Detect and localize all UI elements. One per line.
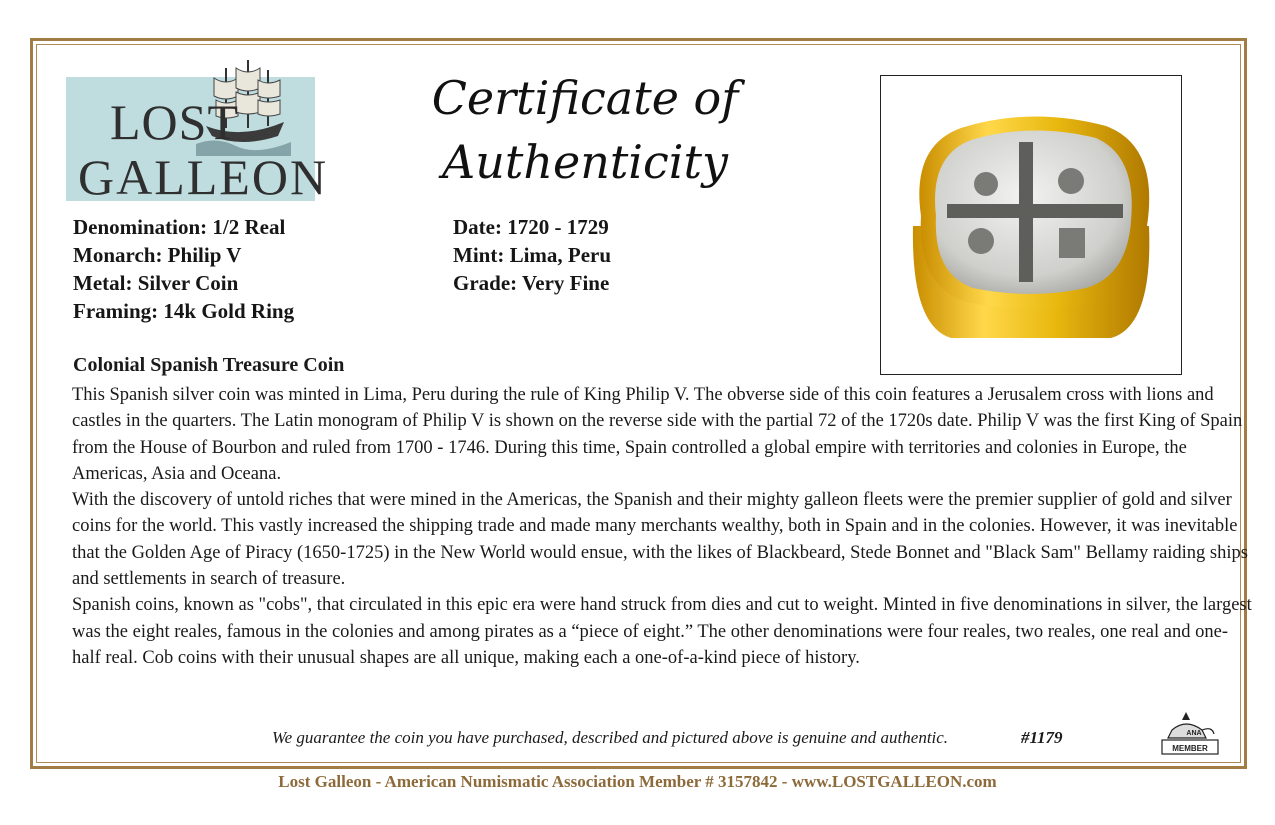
monarch-field: Monarch: Philip V (73, 243, 242, 267)
description-body (72, 382, 1252, 671)
metal-field: Metal: Silver Coin (73, 271, 239, 295)
denomination-field: Denomination: 1/2 Real (73, 215, 286, 239)
mint-field: Mint: Lima, Peru (453, 243, 612, 267)
coin-details-right (453, 213, 611, 297)
description-paragraph: With the discovery of untold riches that were mined in the Americas, the Spanish and their mighty galleon fleets were the premier supplier of gold and silver coins for the world. This vastly increased the shipping trade and made many merchants wealthy, both in Spain and in the colonies. However, it was inevitable that the Golden Age of Piracy (1650-1725) in the New World would ensue, with the likes of Blackbeard, Stede Bonnet and "Black Sam" Bellamy raiding ships and settlements in search of treasure. (72, 490, 1248, 590)
ana-member-badge-icon (1152, 708, 1220, 756)
description-heading: Colonial Spanish Treasure Coin (73, 354, 345, 376)
logo-text-lost: LOST (110, 94, 239, 150)
coin-details-left (73, 213, 294, 325)
description-paragraph: Spanish coins, known as "cobs", that circulated in this epic era were hand struck from dies and cut to weight. Minted in five denominations in silver, the largest was the eight reales, famous in the colonies and among pirates as a “piece of eight.” The other denominations were four reales, two reales, one real and one-half real. Cob coins with their unusual shapes are all unique, making each a one-of-a-kind piece of history. (72, 595, 1252, 668)
logo-text-galleon: GALLEON (78, 149, 329, 205)
guarantee-statement: We guarantee the coin you have purchased, described and pictured above is genuine and authentic. (272, 728, 949, 747)
grade-field: Grade: Very Fine (453, 271, 610, 295)
ana-badge-bottom: MEMBER (1172, 744, 1208, 753)
gold-ring-coin-image (881, 76, 1181, 374)
footer-membership: Lost Galleon - American Numismatic Association Member # 3157842 - www.LOSTGALLEON.com (278, 772, 997, 791)
coin-ring-photo (880, 75, 1182, 375)
certificate-number: #1179 (1021, 728, 1063, 747)
description-paragraph: This Spanish silver coin was minted in Lima, Peru during the rule of King Philip V. The obverse side of this coin features a Jerusalem cross with lions and castles in the quarters. The Latin monogram of Philip V is shown on the reverse side with the partial 72 of the 1720s date. Philip V was the first King of Spain from the House of Bourbon and ruled from 1700 - 1746. During this time, Spain controlled a global empire with territories and colonies in Europe, the Americas, Asia and Oceana. (72, 385, 1243, 484)
framing-field: Framing: 14k Gold Ring (73, 299, 295, 323)
certificate-title (420, 66, 750, 194)
title-line-2: Authenticity (442, 135, 728, 189)
title-line-1: Certificate of (431, 71, 739, 125)
ana-badge-top: ANA (1186, 730, 1202, 737)
lost-galleon-logo (66, 56, 329, 205)
date-field: Date: 1720 - 1729 (453, 215, 609, 239)
